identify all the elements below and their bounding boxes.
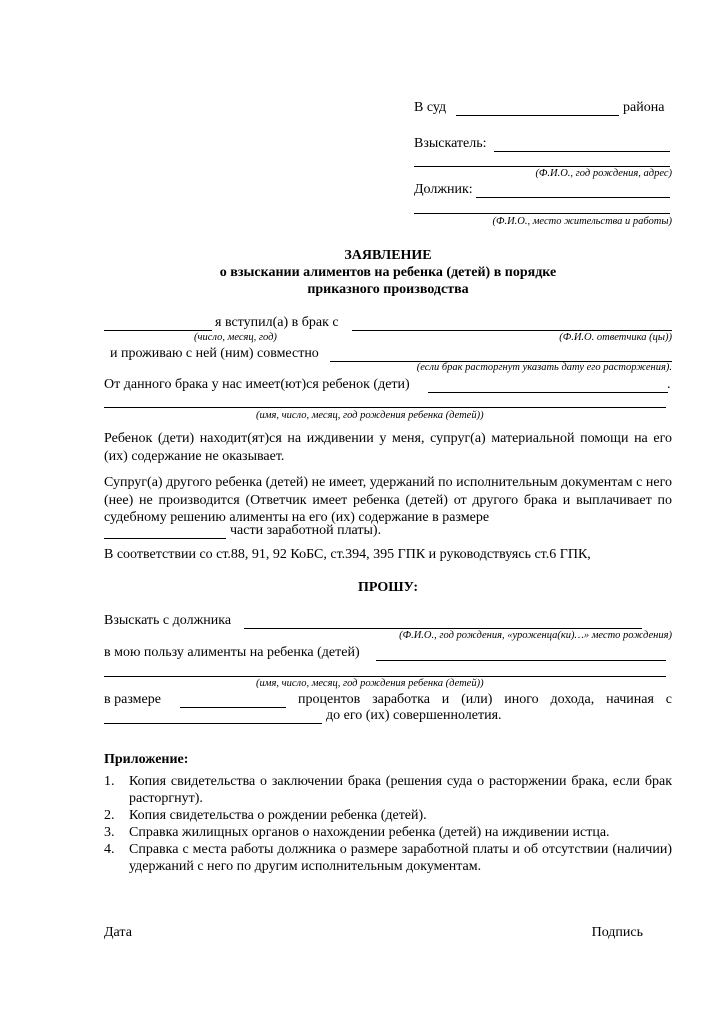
debtor-blank [476, 197, 670, 198]
marriage-text: я вступил(а) в брак с [215, 315, 339, 330]
paragraph-legal-basis: В соответствии со ст.88, 91, 92 КоБС, ст.394, 395 ГПК и руководствуясь ст.6 ГПК, [104, 547, 591, 562]
debtor-blank-2 [414, 213, 670, 214]
court-suffix: района [623, 100, 665, 115]
appendix-item-number: 2. [104, 808, 115, 823]
amount-mid: процентов заработка и (или) иного дохода, начиная с [298, 692, 672, 707]
marriage-date-hint: (число, месяц, год) [194, 332, 277, 343]
debtor-label: Должник: [414, 182, 473, 197]
cohabit-text: и проживаю с ней (ним) совместно [110, 346, 319, 361]
appendix-heading: Приложение: [104, 752, 189, 767]
debtor-hint: (Ф.И.О., место жительства и работы) [492, 216, 672, 227]
favor-blank-2 [104, 676, 666, 677]
children-blank [428, 392, 668, 393]
collect-hint: (Ф.И.О., год рождения, «уроженца(ки)…» место рождения) [399, 630, 672, 641]
claimant-blank-2 [414, 166, 670, 167]
appendix-item-number: 4. [104, 842, 115, 857]
favor-text: в мою пользу алименты на ребенка (детей) [104, 645, 360, 660]
respondent-hint: (Ф.И.О. ответчика (цы)) [559, 332, 672, 343]
children-text: От данного брака у нас имеет(ют)ся ребенок (дети) [104, 377, 410, 392]
court-blank [456, 115, 619, 116]
start-date-blank [104, 723, 322, 724]
share-blank [104, 538, 226, 539]
claimant-blank [494, 151, 670, 152]
amount-end: до его (их) совершеннолетия. [326, 708, 502, 723]
document-subtitle-1: о взыскании алиментов на ребенка (детей) в порядке [219, 265, 557, 280]
children-end: . [667, 377, 671, 392]
date-label: Дата [104, 925, 132, 940]
paragraph-other-child: Супруг(а) другого ребенка (детей) не имеет, удержаний по исполнительным документам с него (нее) не производится (Ответчик имеет ребенка (детей) от другого брака и выплачивает по судебному решению алименты на его (их) содержание в размере [104, 475, 672, 525]
collect-blank [244, 628, 642, 629]
collect-text: Взыскать с должника [104, 613, 232, 628]
appendix-item-text: Копия свидетельства о заключении брака (решения суда о расторжении брака, если брак расторгнут). [129, 774, 672, 806]
document-subtitle-2: приказного производства [307, 282, 469, 297]
paragraph-other-child-tail: части заработной платы). [230, 523, 382, 538]
children-hint: (имя, число, месяц, год рождения ребенка (детей)) [256, 410, 484, 421]
appendix-item-text: Справка жилищных органов о нахождении ребенка (детей) на иждивении истца. [129, 825, 610, 840]
court-label: В суд [414, 100, 447, 115]
favor-blank [376, 660, 666, 661]
paragraph-dependency: Ребенок (дети) находит(ят)ся на иждивении у меня, супруг(а) материальной помощи на его (их) содержание не оказывает. [104, 431, 672, 464]
appendix-item-text: Копия свидетельства о рождении ребенка (детей). [129, 808, 427, 823]
document-title: ЗАЯВЛЕНИЕ [344, 248, 432, 263]
signature-label: Подпись [591, 925, 643, 940]
claimant-hint: (Ф.И.О., год рождения, адрес) [535, 168, 672, 179]
claimant-label: Взыскатель: [414, 136, 487, 151]
respondent-blank [352, 330, 672, 331]
amount-blank [180, 707, 286, 708]
marriage-date-blank [104, 330, 212, 331]
appendix-item-number: 1. [104, 774, 115, 789]
divorce-hint: (если брак расторгнут указать дату его расторжения). [416, 362, 672, 373]
amount-prefix: в размере [104, 692, 161, 707]
children-blank-2 [104, 407, 666, 408]
appendix-item-number: 3. [104, 825, 115, 840]
favor-hint: (имя, число, месяц, год рождения ребенка (детей)) [256, 678, 484, 689]
appendix-item-text: Справка с места работы должника о размере заработной платы и об отсутствии (наличии) удержаний с него по другим исполнительным документам. [129, 842, 672, 874]
request-heading: ПРОШУ: [357, 580, 419, 595]
